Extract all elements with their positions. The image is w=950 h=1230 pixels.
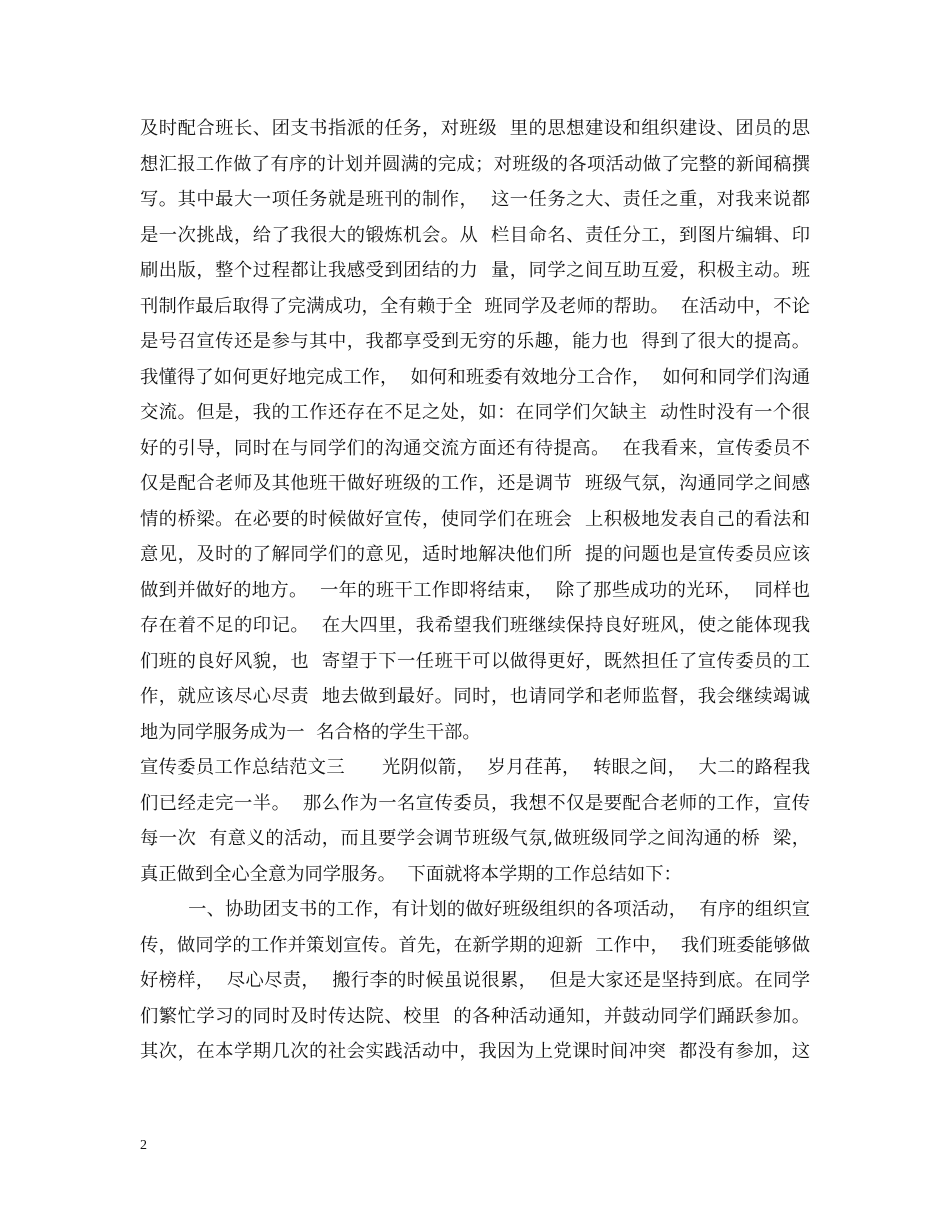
text-line: 仅是配合老师及其他班干做好班级的工作，还是调节 班级气氛，沟通同学之间感 xyxy=(140,473,810,494)
text-line: 地为同学服务成为一 名合格的学生干部。 xyxy=(140,721,481,743)
text-line: 每一次 有意义的活动，而且要学会调节班级气氛,做班级同学之间沟通的桥 梁， xyxy=(140,828,810,849)
text-line: 及时配合班长、团支书指派的任务，对班级 里的思想建设和组织建设、团员的思 xyxy=(140,118,810,139)
text-line: 是一次挑战，给了我很大的锻炼机会。从 栏目命名、责任分工，到图片编辑、印 xyxy=(140,224,810,246)
text-line: 情的桥梁。在必要的时候做好宣传，使同学们在班会 上积极地发表自己的看法和 xyxy=(140,508,810,530)
text-line: 想汇报工作做了有序的计划并圆满的完成；对班级的各项活动做了完整的新闻稿撰 xyxy=(140,153,810,175)
text-line: 写。其中最大一项任务就是班刊的制作， 这一任务之大、责任之重，对我来说都 xyxy=(140,189,810,210)
text-line: 是号召宣传还是参与其中，我都享受到无穷的乐趣，能力也 得到了很大的提高。 xyxy=(140,331,810,352)
text-line: 我懂得了如何更好地完成工作， 如何和班委有效地分工合作， 如何和同学们沟通 xyxy=(140,366,810,388)
text-line: 作，就应该尽心尽责 地去做到最好。同时，也请同学和老师监督，我会继续竭诚 xyxy=(140,686,810,707)
text-line: 们繁忙学习的同时及时传达院、校里 的各种活动通知，并鼓动同学们踊跃参加。 xyxy=(140,1005,810,1027)
text-line: 存在着不足的印记。 在大四里，我希望我们班继续保持良好班风，使之能体现我 xyxy=(140,615,810,636)
text-line: 们已经走完一半。 那么作为一名宣传委员，我想不仅是要配合老师的工作，宣传 xyxy=(140,792,810,814)
section-heading-line: 宣传委员工作总结范文三 光阴似箭， 岁月荏苒， 转眼之间， 大二的路程我 xyxy=(140,757,810,778)
text-line: 交流。但是，我的工作还存在不足之处，如：在同学们欠缺主 动性时没有一个很 xyxy=(140,402,810,423)
text-line: 真正做到全心全意为同学服务。 下面就将本学期的工作总结如下： xyxy=(140,863,682,885)
paragraph-first-line: 一、协助团支书的工作，有计划的做好班级组织的各项活动， 有序的组织宣 xyxy=(140,899,810,920)
text-line: 刊制作最后取得了完满成功，全有赖于全 班同学及老师的帮助。 在活动中，不论 xyxy=(140,295,810,317)
text-line: 们班的良好风貌，也 寄望于下一任班干可以做得更好，既然担任了宣传委员的工 xyxy=(140,650,810,672)
body-text xyxy=(140,111,810,1070)
text-line: 好的引导，同时在与同学们的沟通交流方面还有待提高。 在我看来，宣传委员不 xyxy=(140,437,810,459)
text-line: 好榜样， 尽心尽责， 搬行李的时候虽说很累， 但是大家还是坚持到底。在同学 xyxy=(140,970,810,991)
text-line: 刷出版，整个过程都让我感受到团结的力 量，同学之间互助互爱，积极主动。班 xyxy=(140,260,810,281)
text-line: 做到并做好的地方。 一年的班干工作即将结束， 除了那些成功的光环， 同样也 xyxy=(140,579,810,601)
text-line: 意见，及时的了解同学们的意见，适时地解决他们所 提的问题也是宣传委员应该 xyxy=(140,544,810,565)
text-line: 传，做同学的工作并策划宣传。首先，在新学期的迎新 工作中， 我们班委能够做 xyxy=(140,934,810,956)
page-number: 2 xyxy=(140,1138,147,1153)
text-line: 其次，在本学期几次的社会实践活动中，我因为上党课时间冲突 都没有参加，这 xyxy=(140,1041,810,1062)
